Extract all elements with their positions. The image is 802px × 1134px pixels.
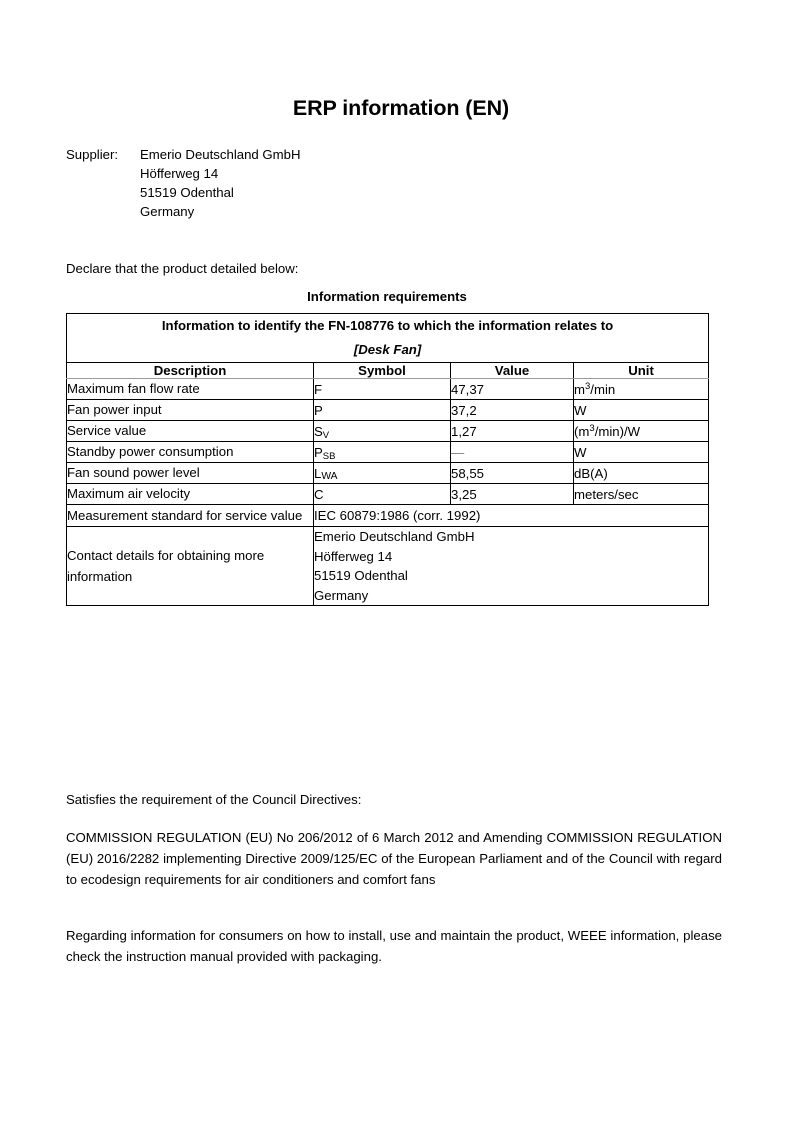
table-row [67, 379, 709, 400]
column-header-symbol: Symbol [314, 363, 451, 379]
column-header-description: Description [67, 363, 314, 379]
table-row [67, 484, 709, 505]
row-value: 37,2 [451, 400, 574, 421]
row-description: Standby power consumption [67, 442, 314, 463]
contact-details-value [314, 527, 709, 606]
table-header-row [67, 363, 709, 379]
supplier-address-line: Emerio Deutschland GmbH [140, 147, 301, 162]
row-symbol [314, 379, 451, 400]
row-description: Maximum air velocity [67, 484, 314, 505]
table-row-measurement-standard [67, 505, 709, 527]
measurement-standard-value: IEC 60879:1986 (corr. 1992) [314, 505, 709, 527]
unit-suffix: /min)/W [594, 423, 641, 439]
satisfies-paragraph: Satisfies the requirement of the Council Directives: [66, 792, 362, 807]
row-symbol [314, 400, 451, 421]
symbol-subscript: SB [322, 451, 336, 463]
row-description: Fan power input [67, 400, 314, 421]
declare-statement: Declare that the product detailed below: [66, 261, 299, 276]
unit-superscript: 3 [585, 381, 591, 393]
contact-address-line: Höfferweg 14 [314, 548, 393, 564]
supplier-block [66, 145, 301, 221]
row-unit [574, 484, 709, 505]
row-unit [574, 421, 709, 442]
supplier-address-line: Germany [140, 204, 195, 219]
identification-product-type: [Desk Fan] [353, 342, 422, 357]
row-symbol [314, 463, 451, 484]
unit-superscript: 3 [589, 423, 595, 435]
row-value: 58,55 [451, 463, 574, 484]
unit-suffix: /min [590, 381, 616, 397]
symbol-base: L [314, 465, 322, 481]
row-description: Maximum fan flow rate [67, 379, 314, 400]
symbol-subscript: V [322, 430, 330, 442]
row-symbol [314, 442, 451, 463]
consumers-paragraph: Regarding information for consumers on how to install, use and maintain the product, WEEE information, please check the instruction manual provided with packaging. [66, 928, 722, 964]
symbol-base: C [314, 486, 324, 502]
erp-information-table [66, 313, 709, 606]
contact-address-line: 51519 Odenthal [314, 568, 408, 583]
supplier-address [140, 145, 301, 221]
supplier-address-line: Höfferweg 14 [140, 166, 219, 181]
row-value: — [451, 442, 574, 463]
contact-address-line: Germany [314, 587, 369, 603]
unit-prefix: (m [574, 423, 590, 439]
row-unit [574, 463, 709, 484]
unit-prefix: W [574, 444, 587, 460]
supplier-label: Supplier: [66, 147, 119, 162]
table-row [67, 400, 709, 421]
row-unit [574, 400, 709, 421]
row-description: Contact details for obtaining more information [67, 527, 314, 606]
unit-prefix: meters/sec [574, 486, 639, 502]
unit-prefix: W [574, 402, 587, 418]
row-description: Measurement standard for service value [67, 505, 314, 527]
identification-model-line: Information to identify the FN-108776 to which the information relates to [161, 318, 614, 333]
identification-cell [67, 314, 709, 363]
row-value: 3,25 [451, 484, 574, 505]
column-header-value: Value [451, 363, 574, 379]
column-header-unit: Unit [574, 363, 709, 379]
row-unit [574, 379, 709, 400]
row-symbol [314, 484, 451, 505]
symbol-base: P [314, 402, 323, 418]
row-description: Service value [67, 421, 314, 442]
symbol-base: S [314, 423, 323, 439]
supplier-row [66, 145, 301, 221]
row-value: 1,27 [451, 421, 574, 442]
row-description: Fan sound power level [67, 463, 314, 484]
table-row [67, 463, 709, 484]
table-row [67, 421, 709, 442]
table-row [67, 442, 709, 463]
unit-prefix: m [574, 381, 585, 397]
page-title: ERP information (EN) [292, 96, 510, 120]
supplier-address-line: 51519 Odenthal [140, 185, 234, 200]
symbol-base: F [314, 381, 323, 397]
symbol-subscript: WA [321, 470, 338, 482]
row-value: 47,37 [451, 379, 574, 400]
regulation-paragraph: COMMISSION REGULATION (EU) No 206/2012 of 6 March 2012 and Amending COMMISSION REGULATION (EU) 2016/2282 implementing Directive 2009/125/EC of the European Parliament and of the Council with regard to ecodesign requirements for air conditioners and comfort fans [66, 830, 722, 887]
row-symbol [314, 421, 451, 442]
unit-prefix: dB(A) [574, 465, 608, 481]
table-row-identification [67, 314, 709, 363]
contact-address-line: Emerio Deutschland GmbH [314, 529, 475, 544]
row-unit [574, 442, 709, 463]
information-requirements-heading: Information requirements [307, 289, 467, 304]
symbol-base: P [314, 444, 323, 460]
table-row-contact [67, 527, 709, 606]
